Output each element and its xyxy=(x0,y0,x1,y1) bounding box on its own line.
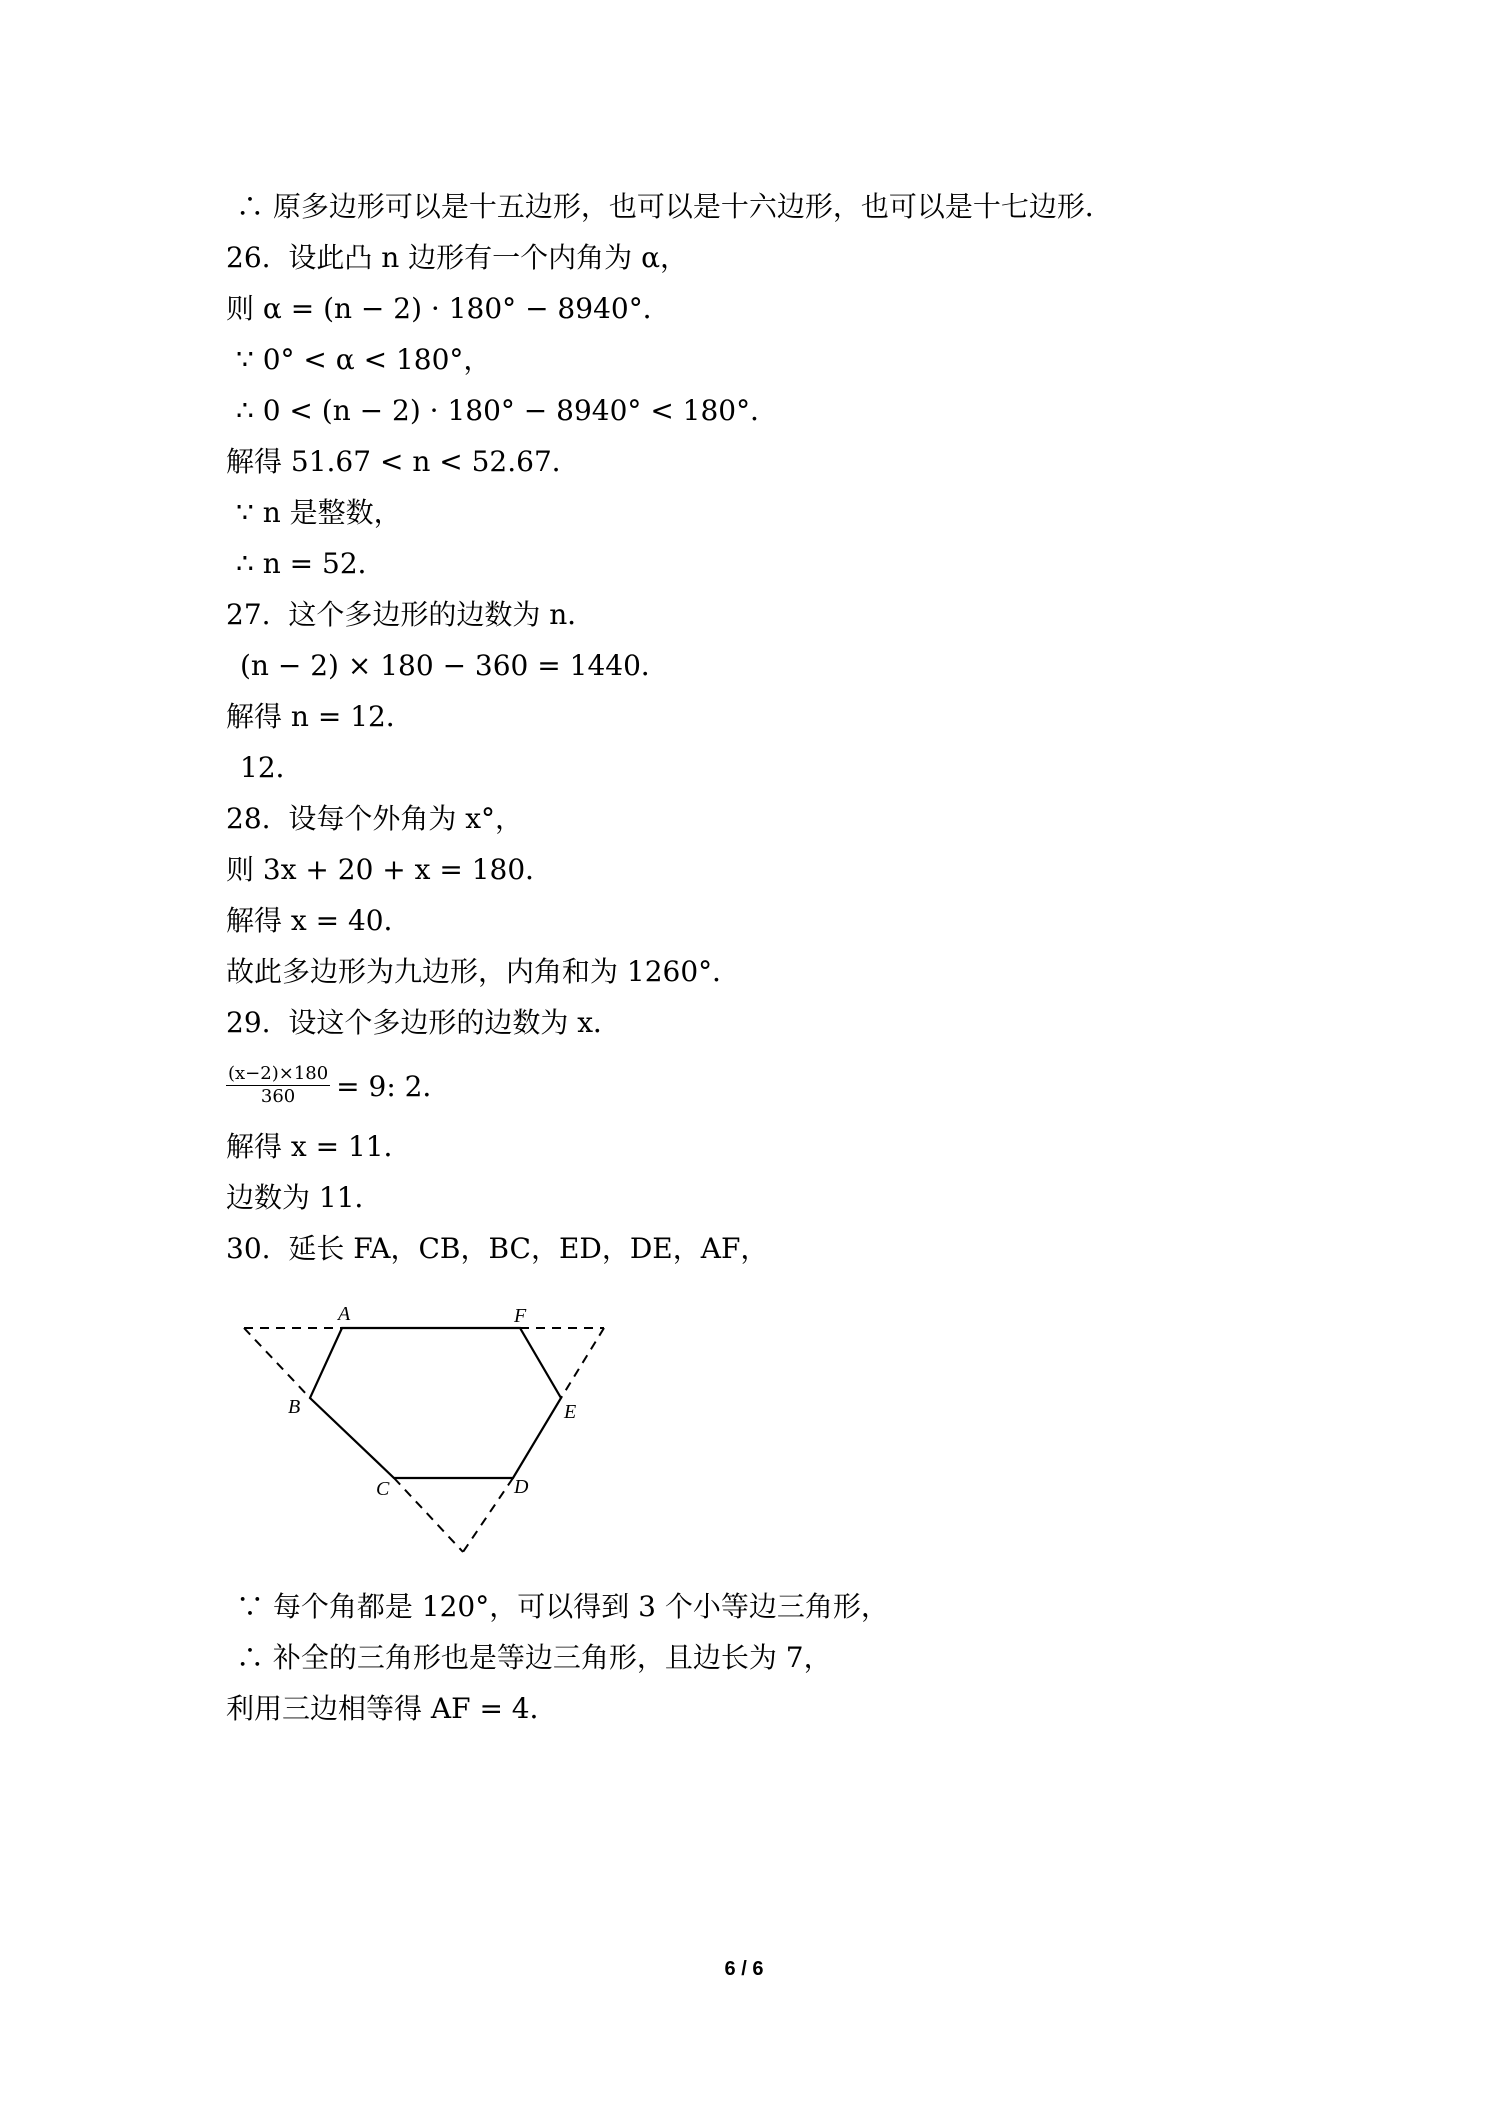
text-line: 边数为 11． xyxy=(226,1181,383,1214)
text-line: 利用三边相等得 AF = 4． xyxy=(226,1692,558,1725)
text-line: ∴ n = 52． xyxy=(236,547,386,580)
text-line: 解得 x = 11． xyxy=(226,1130,412,1163)
text-line: ∴ 0 < (n − 2) · 180° − 8940° < 180°． xyxy=(236,394,779,427)
hexagon xyxy=(310,1328,561,1478)
text-line: (n − 2) × 180 − 360 = 1440． xyxy=(240,649,669,682)
vertex-label-a: A xyxy=(338,1303,351,1325)
dashed-extension-bottom-left xyxy=(394,1478,463,1552)
dashed-extension-right xyxy=(561,1328,604,1398)
text-line: 27. 这个多边形的边数为 n． xyxy=(226,598,596,631)
text-line: 29. 设这个多边形的边数为 x． xyxy=(226,1006,622,1039)
fraction-numerator: (x−2)×180 xyxy=(228,1062,329,1084)
text-line: ∴ 原多边形可以是十五边形，也可以是十六边形，也可以是十七边形． xyxy=(236,190,1113,223)
text-line: 28. 设每个外角为 x°， xyxy=(226,802,524,835)
text-line: 则 α = (n − 2) · 180° − 8940°． xyxy=(226,292,671,325)
dashed-extension-bottom-right xyxy=(463,1478,513,1552)
text-line: 则 3x + 20 + x = 180． xyxy=(226,853,554,886)
page-number: 6 / 6 xyxy=(724,1958,764,1980)
text-line: 解得 51.67 < n < 52.67． xyxy=(226,445,580,478)
fraction xyxy=(226,1063,330,1108)
text-line: ∵ 每个角都是 120°，可以得到 3 个小等边三角形， xyxy=(236,1590,889,1623)
text-line: ∵ 0° < α < 180°， xyxy=(236,343,492,376)
vertex-label-c: C xyxy=(376,1478,390,1500)
text-line: 26. 设此凸 n 边形有一个内角为 α， xyxy=(226,241,688,274)
text-line: 30. 延长 FA，CB，BC，ED，DE，AF， xyxy=(226,1232,769,1265)
text-line: 解得 x = 40． xyxy=(226,904,412,937)
text-line: 解得 n = 12． xyxy=(226,700,414,733)
dashed-extension-left xyxy=(244,1328,310,1398)
fraction-denominator: 360 xyxy=(260,1085,296,1107)
text-line: ∴ 补全的三角形也是等边三角形，且边长为 7， xyxy=(236,1641,832,1674)
vertex-label-e: E xyxy=(564,1401,577,1423)
hexagon-figure xyxy=(238,1300,618,1570)
vertex-label-b: B xyxy=(288,1396,301,1418)
vertex-label-f: F xyxy=(514,1305,527,1327)
text-line: ∵ n 是整数， xyxy=(236,496,402,529)
fraction-equation xyxy=(226,1050,451,1120)
fraction-rest: = 9: 2． xyxy=(336,1070,451,1103)
vertex-label-d: D xyxy=(514,1476,529,1498)
text-line: 故此多边形为九边形，内角和为 1260°． xyxy=(226,955,741,988)
text-line: 12． xyxy=(240,751,304,784)
